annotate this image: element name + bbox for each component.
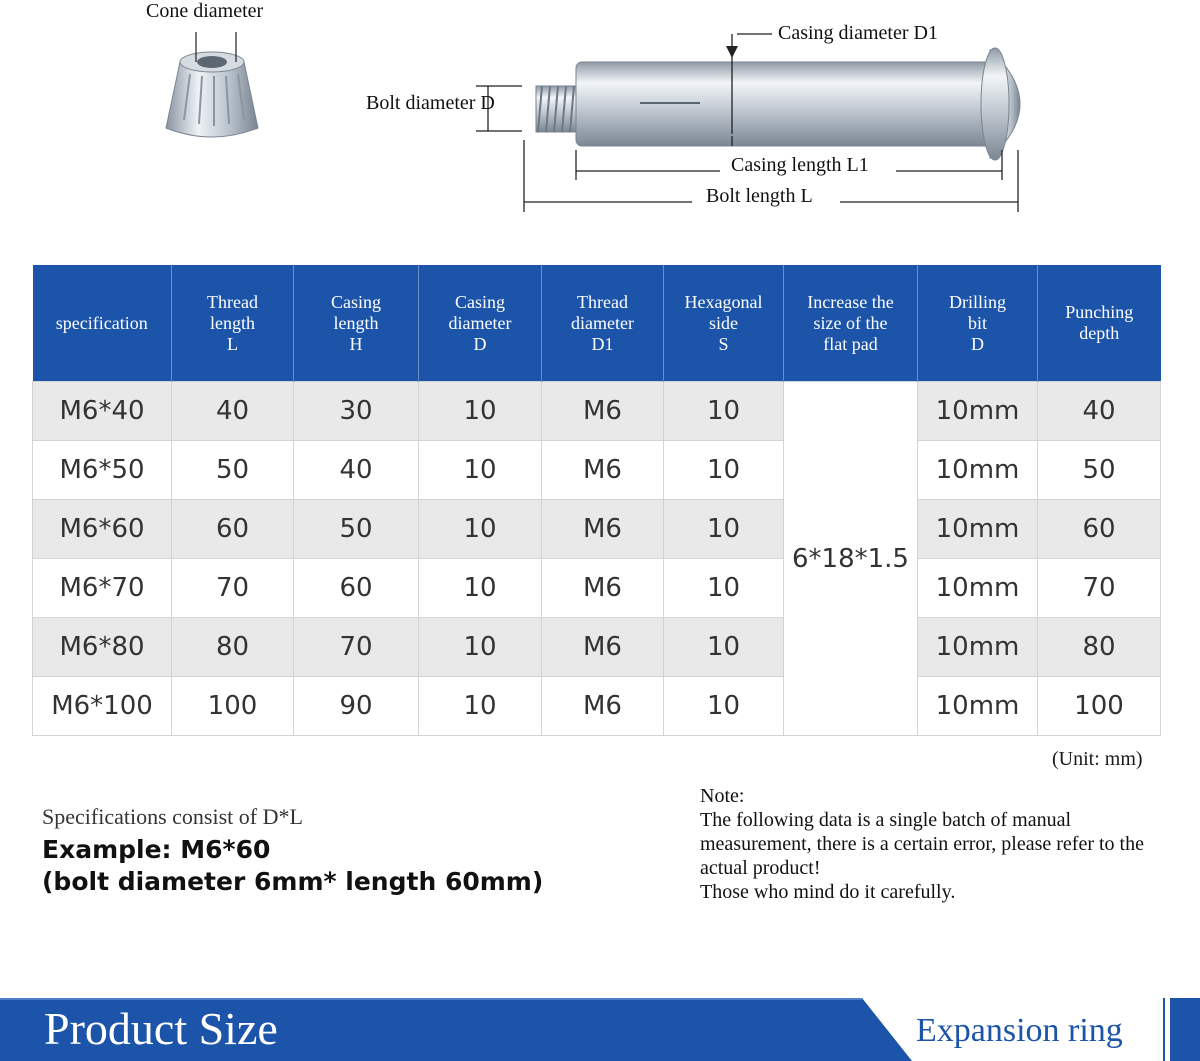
cell-casing-diameter: 10 [419, 500, 542, 559]
table-row [33, 382, 1161, 441]
cell-thread-diameter: M6 [542, 559, 664, 618]
specification-explanation [42, 804, 543, 898]
header-hexagonal-side: Hexagonal side S [664, 265, 784, 382]
cell-casing-length: 90 [294, 677, 419, 736]
cell-casing-length: 70 [294, 618, 419, 677]
cell-drilling-bit: 10mm [918, 618, 1038, 677]
header-drilling-bit: Drilling bit D [918, 265, 1038, 382]
cell-thread-diameter: M6 [542, 500, 664, 559]
cell-specification: M6*40 [33, 382, 172, 441]
cell-hexagonal-side: 10 [664, 441, 784, 500]
header-casing-diameter: Casing diameter D [419, 265, 542, 382]
cell-thread-length: 60 [172, 500, 294, 559]
cell-casing-length: 30 [294, 382, 419, 441]
cone-nut-image [166, 32, 258, 137]
header-flat-pad-size: Increase the size of the flat pad [784, 265, 918, 382]
cell-thread-diameter: M6 [542, 441, 664, 500]
product-size-title: Product Size [44, 1003, 278, 1054]
casing-length-label: Casing length L1 [731, 154, 869, 176]
spec-example-text: Example: M6*60 [42, 835, 271, 864]
expansion-bolt-illustration [0, 0, 1200, 250]
cell-casing-length: 40 [294, 441, 419, 500]
cell-hexagonal-side: 10 [664, 500, 784, 559]
cell-hexagonal-side: 10 [664, 382, 784, 441]
cone-diameter-label: Cone diameter [146, 0, 264, 22]
cell-punching-depth: 50 [1038, 441, 1161, 500]
unit-label: (Unit: mm) [1052, 748, 1143, 770]
cell-drilling-bit: 10mm [918, 500, 1038, 559]
cell-hexagonal-side: 10 [664, 618, 784, 677]
cell-specification: M6*80 [33, 618, 172, 677]
cell-casing-length: 60 [294, 559, 419, 618]
cell-thread-diameter: M6 [542, 677, 664, 736]
cell-drilling-bit: 10mm [918, 677, 1038, 736]
cell-thread-length: 70 [172, 559, 294, 618]
cell-thread-diameter: M6 [542, 618, 664, 677]
cell-casing-length: 50 [294, 500, 419, 559]
cell-specification: M6*50 [33, 441, 172, 500]
cell-punching-depth: 80 [1038, 618, 1161, 677]
header-thread-length: Thread length L [172, 265, 294, 382]
cell-casing-diameter: 10 [419, 441, 542, 500]
note-body: The following data is a single batch of manual measurement, there is a certain error, please refer to the actual product! [700, 809, 1144, 879]
table-row [33, 559, 1161, 618]
cell-thread-length: 50 [172, 441, 294, 500]
cell-hexagonal-side: 10 [664, 559, 784, 618]
cell-specification: M6*70 [33, 559, 172, 618]
spec-example-detail: (bolt diameter 6mm* length 60mm) [42, 867, 544, 896]
spec-format-text: Specifications consist of D*L [42, 804, 303, 829]
footer-banner [0, 998, 1200, 1061]
header-specification: specification [33, 265, 172, 382]
table-row [33, 441, 1161, 500]
table-header-row [33, 265, 1161, 382]
bolt-image [536, 48, 1020, 160]
cell-hexagonal-side: 10 [664, 677, 784, 736]
cell-specification: M6*60 [33, 500, 172, 559]
cell-punching-depth: 40 [1038, 382, 1161, 441]
header-casing-length: Casing length H [294, 265, 419, 382]
product-diagram [0, 0, 1200, 250]
cell-casing-diameter: 10 [419, 382, 542, 441]
cell-flat-pad-size: 6*18*1.5 [784, 382, 918, 736]
cell-thread-length: 80 [172, 618, 294, 677]
cell-punching-depth: 60 [1038, 500, 1161, 559]
cell-specification: M6*100 [33, 677, 172, 736]
note-title: Note: [700, 785, 745, 807]
bolt-length-label: Bolt length L [706, 185, 813, 207]
table-row [33, 618, 1161, 677]
bolt-diameter-label: Bolt diameter D [366, 92, 495, 114]
header-thread-diameter: Thread diameter D1 [542, 265, 664, 382]
specification-table [32, 265, 1161, 736]
cell-thread-diameter: M6 [542, 382, 664, 441]
cell-drilling-bit: 10mm [918, 559, 1038, 618]
expansion-ring-subtitle: Expansion ring [916, 1012, 1123, 1049]
cell-thread-length: 40 [172, 382, 294, 441]
cell-punching-depth: 70 [1038, 559, 1161, 618]
cell-drilling-bit: 10mm [918, 382, 1038, 441]
cell-casing-diameter: 10 [419, 559, 542, 618]
measurement-note [700, 784, 1170, 904]
cell-casing-diameter: 10 [419, 618, 542, 677]
table-row [33, 500, 1161, 559]
header-punching-depth: Punching depth [1038, 265, 1161, 382]
cell-thread-length: 100 [172, 677, 294, 736]
table-row [33, 677, 1161, 736]
note-extra: Those who mind do it carefully. [700, 881, 956, 903]
cell-punching-depth: 100 [1038, 677, 1161, 736]
cell-drilling-bit: 10mm [918, 441, 1038, 500]
cell-casing-diameter: 10 [419, 677, 542, 736]
casing-diameter-label: Casing diameter D1 [778, 22, 938, 44]
